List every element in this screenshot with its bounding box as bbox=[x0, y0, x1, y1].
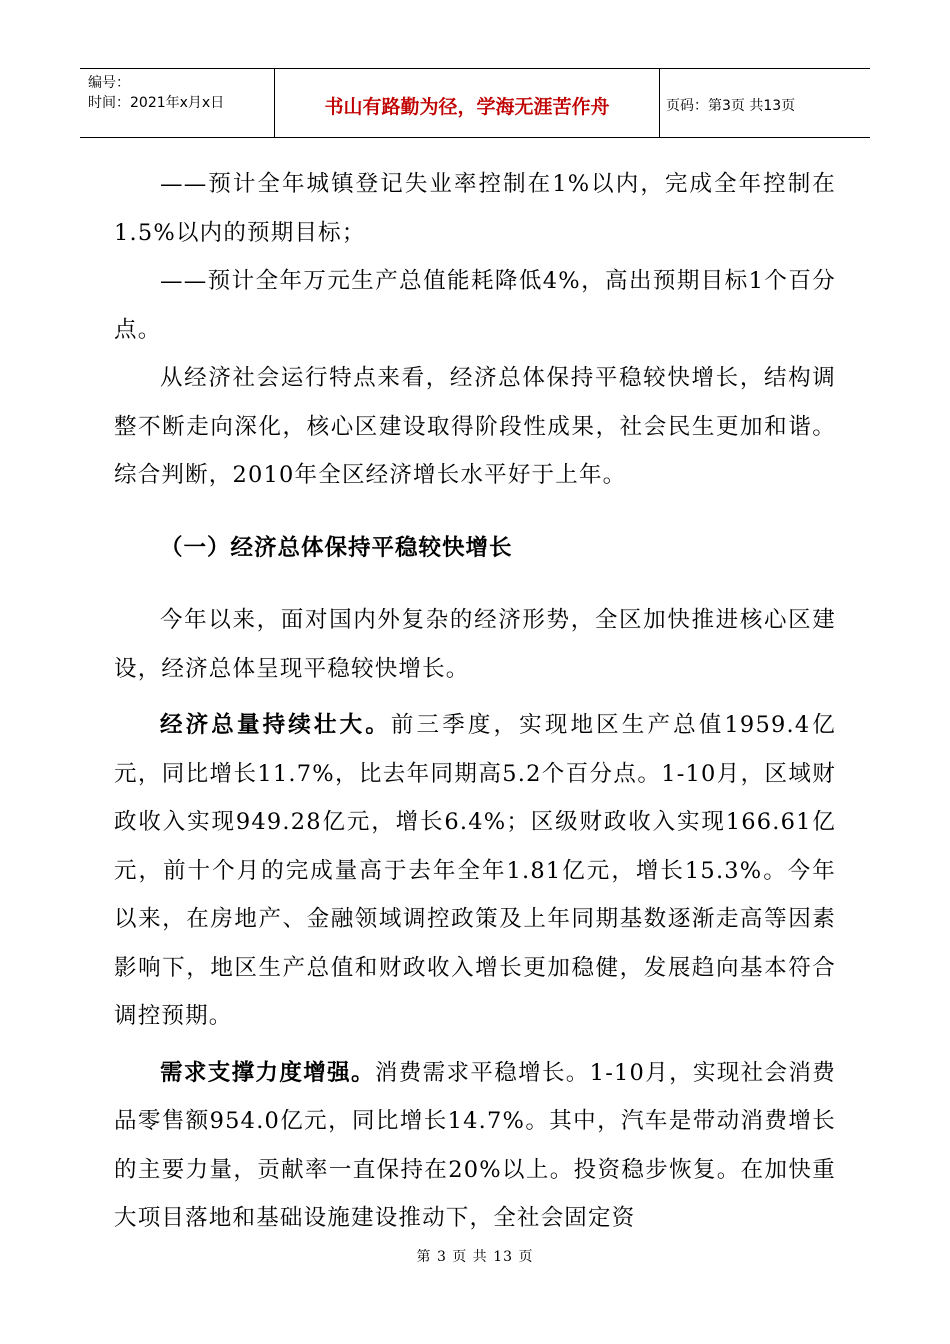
paragraph-lead-economic-total: 经济总量持续壮大。 bbox=[160, 712, 391, 738]
document-time-label: 时间：2021年x月x日 bbox=[88, 95, 225, 111]
paragraph-lead-demand: 需求支撑力度增强。 bbox=[160, 1059, 375, 1086]
page-header bbox=[80, 68, 870, 138]
paragraph-demand bbox=[114, 1049, 836, 1243]
paragraph-energy: ——预计全年万元生产总值能耗降低4%，高出预期目标1个百分点。 bbox=[114, 268, 836, 343]
paragraph-intro: 今年以来，面对国内外复杂的经济形势，全区加快推进核心区建设，经济总体呈现平稳较快增长。 bbox=[114, 607, 836, 682]
document-body bbox=[114, 160, 836, 1243]
paragraph-economic-total bbox=[114, 701, 836, 1041]
header-page-number: 页码：第3页 共13页 bbox=[666, 98, 796, 114]
page-footer: 第 3 页 共 13 页 bbox=[416, 1249, 534, 1265]
section-heading: （一）经济总体保持平稳较快增长 bbox=[160, 534, 513, 561]
header-meta-cell bbox=[80, 69, 275, 137]
header-motto: 书山有路勤为径，学海无涯苦作舟 bbox=[275, 69, 660, 137]
paragraph-summary: 从经济社会运行特点来看，经济总体保持平稳较快增长，结构调整不断走向深化，核心区建设取得阶段性成果，社会民生更加和谐。综合判断，2010年全区经济增长水平好于上年。 bbox=[114, 365, 836, 488]
paragraph-text-economic-total: 前三季度，实现地区生产总值1959.4亿元，同比增长11.7%，比去年同期高5.2个百分点。1-10月，区域财政收入实现949.28亿元，增长6.4%；区级财政收入实现166.61亿元，前十个月的完成量高于去年全年1.81亿元，增长15.3%。今年以来，在房地产、金融领域调控政策及上年同期基数逐渐走高等因素影响下，地区生产总值和财政收入增长更加稳健，发展趋向基本符合调控预期。 bbox=[114, 712, 836, 1029]
paragraph-unemployment: ——预计全年城镇登记失业率控制在1%以内，完成全年控制在1.5%以内的预期目标； bbox=[114, 171, 836, 246]
paragraph-text-demand: 消费需求平稳增长。1-10月，实现社会消费品零售额954.0亿元，同比增长14.7%。其中，汽车是带动消费增长的主要力量，贡献率一直保持在20%以上。投资稳步恢复。在加快重大项目落地和基础设施建设推动下，全社会固定资 bbox=[114, 1059, 836, 1231]
document-number-label: 编号： bbox=[88, 75, 130, 91]
